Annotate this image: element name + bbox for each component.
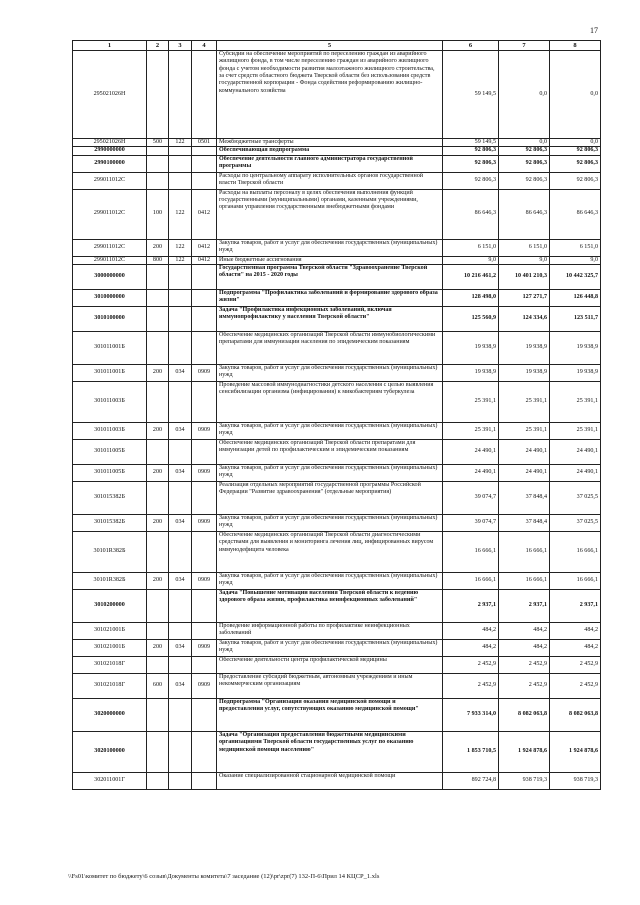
- vr-cell: [147, 147, 169, 155]
- value-2016-cell: 8 082 063,8: [499, 698, 550, 731]
- code-cell: 301011001Б: [73, 331, 147, 364]
- value-2017-cell: 92 806,3: [550, 147, 601, 155]
- value-2015-cell: 86 646,3: [443, 189, 499, 239]
- description-cell: Обеспечение медицинских организаций Тверской области препаратами для иммунизации детей по профилактическим и эпидемическим показаниям: [217, 439, 443, 464]
- description-cell: Задача "Профилактика инфекционных заболеваний, включая иммунопрофилактику у населения Тверской области": [217, 306, 443, 331]
- value-2015-cell: 484,2: [443, 622, 499, 639]
- description-cell: Предоставление субсидий бюджетным, автономным учреждениям и иным некоммерческим организациям: [217, 673, 443, 698]
- pr-cell: [192, 481, 217, 514]
- code-cell: 301011005Б: [73, 464, 147, 481]
- value-2016-cell: 19 938,9: [499, 331, 550, 364]
- rz-cell: [169, 172, 192, 189]
- vr-cell: 200: [147, 239, 169, 256]
- code-cell: 299011012С: [73, 256, 147, 264]
- code-cell: 301021001Б: [73, 622, 147, 639]
- description-cell: Проведение массовой иммунодиагностики детского населения с целью выявления сенсибилизации организма (инфицирования) к микобактериям туберкулеза: [217, 381, 443, 422]
- pr-cell: [192, 531, 217, 572]
- description-cell: Расходы на выплаты персоналу в целях обеспечения выполнения функций государственными (муниципальными) органами, казенными учреждениями, органами управления государственными внебюджетными фондами: [217, 189, 443, 239]
- value-2017-cell: 16 666,1: [550, 531, 601, 572]
- header-cell: 2: [147, 41, 169, 51]
- description-cell: Закупка товаров, работ и услуг для обеспечения государственных (муниципальных) нужд: [217, 514, 443, 531]
- vr-cell: 200: [147, 639, 169, 656]
- header-cell: 5: [217, 41, 443, 51]
- description-cell: Иные бюджетные ассигнования: [217, 256, 443, 264]
- vr-cell: [147, 698, 169, 731]
- table-row: [73, 639, 601, 656]
- vr-cell: [147, 656, 169, 673]
- vr-cell: [147, 155, 169, 172]
- rz-cell: 122: [169, 139, 192, 147]
- value-2015-cell: 25 391,1: [443, 422, 499, 439]
- value-2017-cell: 938 719,3: [550, 772, 601, 789]
- code-cell: 295021026Н: [73, 139, 147, 147]
- code-cell: 3020000000: [73, 698, 147, 731]
- value-2017-cell: 123 511,7: [550, 306, 601, 331]
- value-2015-cell: 2 937,1: [443, 589, 499, 622]
- code-cell: 301015382Б: [73, 514, 147, 531]
- value-2015-cell: 10 216 461,2: [443, 264, 499, 289]
- value-2016-cell: 37 848,4: [499, 514, 550, 531]
- footer-file-path: \\Fs01\комитет по бюджету\6 созыв\Документы комитета\7 заседание (12)\pr\zpr(7) 132-П-6\Прил 14 КЦСР_1.xls: [68, 873, 380, 880]
- value-2016-cell: 37 848,4: [499, 481, 550, 514]
- code-cell: 2990000000: [73, 147, 147, 155]
- code-cell: 3010100000: [73, 306, 147, 331]
- value-2015-cell: 128 498,0: [443, 289, 499, 306]
- rz-cell: [169, 656, 192, 673]
- value-2017-cell: 484,2: [550, 639, 601, 656]
- vr-cell: [147, 439, 169, 464]
- table-row: [73, 731, 601, 772]
- value-2015-cell: 24 490,1: [443, 439, 499, 464]
- vr-cell: [147, 381, 169, 422]
- value-2016-cell: 2 452,9: [499, 673, 550, 698]
- description-cell: Оказание специализированной стационарной медицинской помощи: [217, 772, 443, 789]
- pr-cell: 0909: [192, 464, 217, 481]
- pr-cell: 0909: [192, 639, 217, 656]
- pr-cell: [192, 622, 217, 639]
- table-row: [73, 422, 601, 439]
- value-2016-cell: 2 452,9: [499, 656, 550, 673]
- pr-cell: 0412: [192, 189, 217, 239]
- pr-cell: 0909: [192, 514, 217, 531]
- value-2016-cell: 2 937,1: [499, 589, 550, 622]
- code-cell: 301011003Б: [73, 381, 147, 422]
- value-2015-cell: 92 806,3: [443, 155, 499, 172]
- value-2015-cell: 9,0: [443, 256, 499, 264]
- table-row: [73, 289, 601, 306]
- pr-cell: 0412: [192, 239, 217, 256]
- code-cell: 301021018Г: [73, 656, 147, 673]
- description-cell: Закупка товаров, работ и услуг для обеспечения государственных (муниципальных) нужд: [217, 572, 443, 589]
- table-body: [73, 51, 601, 790]
- header-cell: 4: [192, 41, 217, 51]
- value-2017-cell: 37 025,5: [550, 514, 601, 531]
- vr-cell: [147, 289, 169, 306]
- value-2017-cell: 37 025,5: [550, 481, 601, 514]
- vr-cell: [147, 731, 169, 772]
- code-cell: 301021018Г: [73, 673, 147, 698]
- table-row: [73, 464, 601, 481]
- table-row: [73, 531, 601, 572]
- value-2017-cell: 86 646,3: [550, 189, 601, 239]
- vr-cell: 600: [147, 673, 169, 698]
- rz-cell: 122: [169, 189, 192, 239]
- pr-cell: [192, 306, 217, 331]
- rz-cell: [169, 481, 192, 514]
- description-cell: Обеспечение деятельности главного администратора государственной программы: [217, 155, 443, 172]
- value-2016-cell: 484,2: [499, 639, 550, 656]
- value-2016-cell: 1 924 878,6: [499, 731, 550, 772]
- description-cell: Субсидии на обеспечение мероприятий по переселению граждан из аварийного жилищного фонда, в том числе переселению граждан из аварийного жилищного фонда с учетом необходимости развития малоэтажного жилищного строительства, за счет средств областного бюджета Тверской области без использования средств государственной корпорации - Фонда содействия реформированию жилищно-коммунального хозяйства: [217, 51, 443, 139]
- vr-cell: [147, 331, 169, 364]
- value-2015-cell: 2 452,9: [443, 673, 499, 698]
- table-row: [73, 139, 601, 147]
- vr-cell: [147, 589, 169, 622]
- value-2015-cell: 39 074,7: [443, 514, 499, 531]
- value-2017-cell: 1 924 878,6: [550, 731, 601, 772]
- pr-cell: [192, 264, 217, 289]
- rz-cell: [169, 306, 192, 331]
- value-2017-cell: 2 937,1: [550, 589, 601, 622]
- code-cell: 299011012С: [73, 239, 147, 256]
- description-cell: Подпрограмма "Профилактика заболеваний и формирование здорового образа жизни": [217, 289, 443, 306]
- pr-cell: [192, 656, 217, 673]
- table-row: [73, 155, 601, 172]
- header-row: [73, 41, 601, 51]
- table-row: [73, 698, 601, 731]
- value-2015-cell: 19 938,9: [443, 364, 499, 381]
- vr-cell: [147, 51, 169, 139]
- value-2017-cell: 24 490,1: [550, 439, 601, 464]
- vr-cell: 500: [147, 139, 169, 147]
- pr-cell: 0412: [192, 256, 217, 264]
- table-row: [73, 239, 601, 256]
- table-row: [73, 656, 601, 673]
- vr-cell: 200: [147, 464, 169, 481]
- rz-cell: [169, 155, 192, 172]
- code-cell: 301011001Б: [73, 364, 147, 381]
- value-2016-cell: 16 666,1: [499, 531, 550, 572]
- rz-cell: 034: [169, 639, 192, 656]
- rz-cell: [169, 589, 192, 622]
- pr-cell: [192, 381, 217, 422]
- pr-cell: [192, 439, 217, 464]
- value-2016-cell: 24 490,1: [499, 464, 550, 481]
- code-cell: 301015382Б: [73, 481, 147, 514]
- pr-cell: [192, 172, 217, 189]
- value-2015-cell: 16 666,1: [443, 531, 499, 572]
- value-2016-cell: 938 719,3: [499, 772, 550, 789]
- vr-cell: 200: [147, 514, 169, 531]
- value-2015-cell: 24 490,1: [443, 464, 499, 481]
- table-row: [73, 256, 601, 264]
- description-cell: Реализация отдельных мероприятий государственной программы Российской Федерации "Развитие здравоохранения" (отдельные мероприятия): [217, 481, 443, 514]
- table-row: [73, 172, 601, 189]
- value-2016-cell: 0,0: [499, 51, 550, 139]
- code-cell: 301011003Б: [73, 422, 147, 439]
- pr-cell: [192, 51, 217, 139]
- description-cell: Обеспечение деятельности центра профилактической медицины: [217, 656, 443, 673]
- value-2015-cell: 92 806,3: [443, 172, 499, 189]
- rz-cell: [169, 698, 192, 731]
- value-2017-cell: 19 938,9: [550, 364, 601, 381]
- code-cell: 299011012С: [73, 172, 147, 189]
- value-2017-cell: 92 806,3: [550, 172, 601, 189]
- description-cell: Государственная программа Тверской области "Здравоохранение Тверской области" на 2015 - 2020 годы: [217, 264, 443, 289]
- pr-cell: 0909: [192, 673, 217, 698]
- value-2016-cell: 16 666,1: [499, 572, 550, 589]
- description-cell: Закупка товаров, работ и услуг для обеспечения государственных (муниципальных) нужд: [217, 239, 443, 256]
- value-2017-cell: 9,0: [550, 256, 601, 264]
- rz-cell: 034: [169, 514, 192, 531]
- pr-cell: [192, 155, 217, 172]
- pr-cell: [192, 289, 217, 306]
- table-row: [73, 589, 601, 622]
- value-2016-cell: 9,0: [499, 256, 550, 264]
- value-2017-cell: 19 938,9: [550, 331, 601, 364]
- value-2015-cell: 7 933 314,0: [443, 698, 499, 731]
- table-row: [73, 51, 601, 139]
- pr-cell: [192, 331, 217, 364]
- value-2017-cell: 2 452,9: [550, 673, 601, 698]
- value-2015-cell: 125 560,9: [443, 306, 499, 331]
- description-cell: Обеспечивающая подпрограмма: [217, 147, 443, 155]
- table-row: [73, 514, 601, 531]
- description-cell: Межбюджетные трансферты: [217, 139, 443, 147]
- code-cell: 301021001Б: [73, 639, 147, 656]
- rz-cell: 034: [169, 572, 192, 589]
- value-2017-cell: 0,0: [550, 139, 601, 147]
- value-2017-cell: 8 082 063,8: [550, 698, 601, 731]
- description-cell: Проведение информационной работы по профилактике неинфекционных заболеваний: [217, 622, 443, 639]
- value-2015-cell: 19 938,9: [443, 331, 499, 364]
- header-cell: 8: [550, 41, 601, 51]
- value-2017-cell: 25 391,1: [550, 381, 601, 422]
- vr-cell: [147, 306, 169, 331]
- value-2015-cell: 59 149,5: [443, 51, 499, 139]
- rz-cell: 034: [169, 364, 192, 381]
- value-2016-cell: 86 646,3: [499, 189, 550, 239]
- pr-cell: 0909: [192, 364, 217, 381]
- rz-cell: [169, 331, 192, 364]
- pr-cell: [192, 589, 217, 622]
- table-row: [73, 622, 601, 639]
- vr-cell: 100: [147, 189, 169, 239]
- value-2015-cell: 2 452,9: [443, 656, 499, 673]
- code-cell: 3010000000: [73, 289, 147, 306]
- vr-cell: [147, 481, 169, 514]
- value-2017-cell: 126 448,8: [550, 289, 601, 306]
- value-2016-cell: 10 401 210,3: [499, 264, 550, 289]
- header-cell: 1: [73, 41, 147, 51]
- vr-cell: 800: [147, 256, 169, 264]
- rz-cell: [169, 622, 192, 639]
- header-cell: 6: [443, 41, 499, 51]
- vr-cell: [147, 264, 169, 289]
- value-2017-cell: 484,2: [550, 622, 601, 639]
- rz-cell: [169, 264, 192, 289]
- rz-cell: [169, 439, 192, 464]
- code-cell: 299011012С: [73, 189, 147, 239]
- value-2015-cell: 892 724,8: [443, 772, 499, 789]
- pr-cell: [192, 698, 217, 731]
- description-cell: Подпрограмма "Организация оказания медицинской помощи и предоставления услуг, сопутствующих оказанию медицинской помощи": [217, 698, 443, 731]
- code-cell: 3000000000: [73, 264, 147, 289]
- value-2015-cell: 6 151,0: [443, 239, 499, 256]
- code-cell: 301011005Б: [73, 439, 147, 464]
- value-2016-cell: 124 334,6: [499, 306, 550, 331]
- description-cell: Обеспечение медицинских организаций Тверской области иммунобиологическими препаратами для иммунизации населения по эпидемическим показаниям: [217, 331, 443, 364]
- table-row: [73, 572, 601, 589]
- value-2017-cell: 0,0: [550, 51, 601, 139]
- table-row: [73, 264, 601, 289]
- value-2015-cell: 59 149,5: [443, 139, 499, 147]
- vr-cell: [147, 531, 169, 572]
- table-row: [73, 381, 601, 422]
- pr-cell: [192, 147, 217, 155]
- table-row: [73, 439, 601, 464]
- vr-cell: 200: [147, 364, 169, 381]
- description-cell: Закупка товаров, работ и услуг для обеспечения государственных (муниципальных) нужд: [217, 364, 443, 381]
- vr-cell: [147, 172, 169, 189]
- description-cell: Расходы по центральному аппарату исполнительных органов государственной власти Тверской области: [217, 172, 443, 189]
- rz-cell: 122: [169, 239, 192, 256]
- description-cell: Закупка товаров, работ и услуг для обеспечения государственных (муниципальных) нужд: [217, 464, 443, 481]
- vr-cell: 200: [147, 572, 169, 589]
- value-2015-cell: 1 853 710,5: [443, 731, 499, 772]
- value-2016-cell: 0,0: [499, 139, 550, 147]
- table-row: [73, 481, 601, 514]
- value-2016-cell: 24 490,1: [499, 439, 550, 464]
- value-2016-cell: 127 271,7: [499, 289, 550, 306]
- value-2016-cell: 25 391,1: [499, 422, 550, 439]
- rz-cell: [169, 289, 192, 306]
- table-row: [73, 306, 601, 331]
- value-2016-cell: 19 938,9: [499, 364, 550, 381]
- table-row: [73, 364, 601, 381]
- rz-cell: 034: [169, 673, 192, 698]
- rz-cell: [169, 531, 192, 572]
- header-cell: 3: [169, 41, 192, 51]
- pr-cell: 0909: [192, 572, 217, 589]
- pr-cell: 0501: [192, 139, 217, 147]
- value-2017-cell: 2 452,9: [550, 656, 601, 673]
- description-cell: Задача "Организация предоставления бюджетными медицинскими организациями Тверской области государственных услуг по оказанию медицинской помощи населению": [217, 731, 443, 772]
- rz-cell: [169, 731, 192, 772]
- value-2017-cell: 6 151,0: [550, 239, 601, 256]
- vr-cell: 200: [147, 422, 169, 439]
- pr-cell: 0909: [192, 422, 217, 439]
- description-cell: Закупка товаров, работ и услуг для обеспечения государственных (муниципальных) нужд: [217, 422, 443, 439]
- rz-cell: [169, 772, 192, 789]
- value-2017-cell: 92 806,3: [550, 155, 601, 172]
- value-2016-cell: 484,2: [499, 622, 550, 639]
- header-cell: 7: [499, 41, 550, 51]
- value-2015-cell: 25 391,1: [443, 381, 499, 422]
- value-2015-cell: 484,2: [443, 639, 499, 656]
- description-cell: Задача "Повышение мотивации населения Тверской области к ведению здорового образа жизни, профилактика неинфекционных заболеваний": [217, 589, 443, 622]
- table-row: [73, 189, 601, 239]
- code-cell: 302011001Г: [73, 772, 147, 789]
- table-row: [73, 331, 601, 364]
- code-cell: 2990100000: [73, 155, 147, 172]
- value-2017-cell: 24 490,1: [550, 464, 601, 481]
- pr-cell: [192, 731, 217, 772]
- value-2016-cell: 92 806,3: [499, 147, 550, 155]
- budget-table: [72, 40, 601, 790]
- pr-cell: [192, 772, 217, 789]
- description-cell: Обеспечение медицинских организаций Тверской области диагностическими средствами для выявления и мониторинга лечения лиц, инфицированных вирусом иммунодефицита человека: [217, 531, 443, 572]
- code-cell: 295021026Н: [73, 51, 147, 139]
- vr-cell: [147, 772, 169, 789]
- value-2016-cell: 92 806,3: [499, 172, 550, 189]
- value-2016-cell: 6 151,0: [499, 239, 550, 256]
- rz-cell: 034: [169, 422, 192, 439]
- rz-cell: 122: [169, 256, 192, 264]
- code-cell: 3020100000: [73, 731, 147, 772]
- table-row: [73, 673, 601, 698]
- table-row: [73, 772, 601, 789]
- rz-cell: [169, 381, 192, 422]
- value-2015-cell: 92 806,3: [443, 147, 499, 155]
- code-cell: 30101R382Б: [73, 531, 147, 572]
- rz-cell: [169, 51, 192, 139]
- vr-cell: [147, 622, 169, 639]
- value-2017-cell: 16 666,1: [550, 572, 601, 589]
- description-cell: Закупка товаров, работ и услуг для обеспечения государственных (муниципальных) нужд: [217, 639, 443, 656]
- code-cell: 3010200000: [73, 589, 147, 622]
- value-2017-cell: 25 391,1: [550, 422, 601, 439]
- value-2015-cell: 16 666,1: [443, 572, 499, 589]
- rz-cell: 034: [169, 464, 192, 481]
- value-2016-cell: 92 806,3: [499, 155, 550, 172]
- rz-cell: [169, 147, 192, 155]
- value-2016-cell: 25 391,1: [499, 381, 550, 422]
- value-2015-cell: 39 074,7: [443, 481, 499, 514]
- page-number: 17: [590, 26, 598, 35]
- code-cell: 30101R382Б: [73, 572, 147, 589]
- table-row: [73, 147, 601, 155]
- value-2017-cell: 10 442 325,7: [550, 264, 601, 289]
